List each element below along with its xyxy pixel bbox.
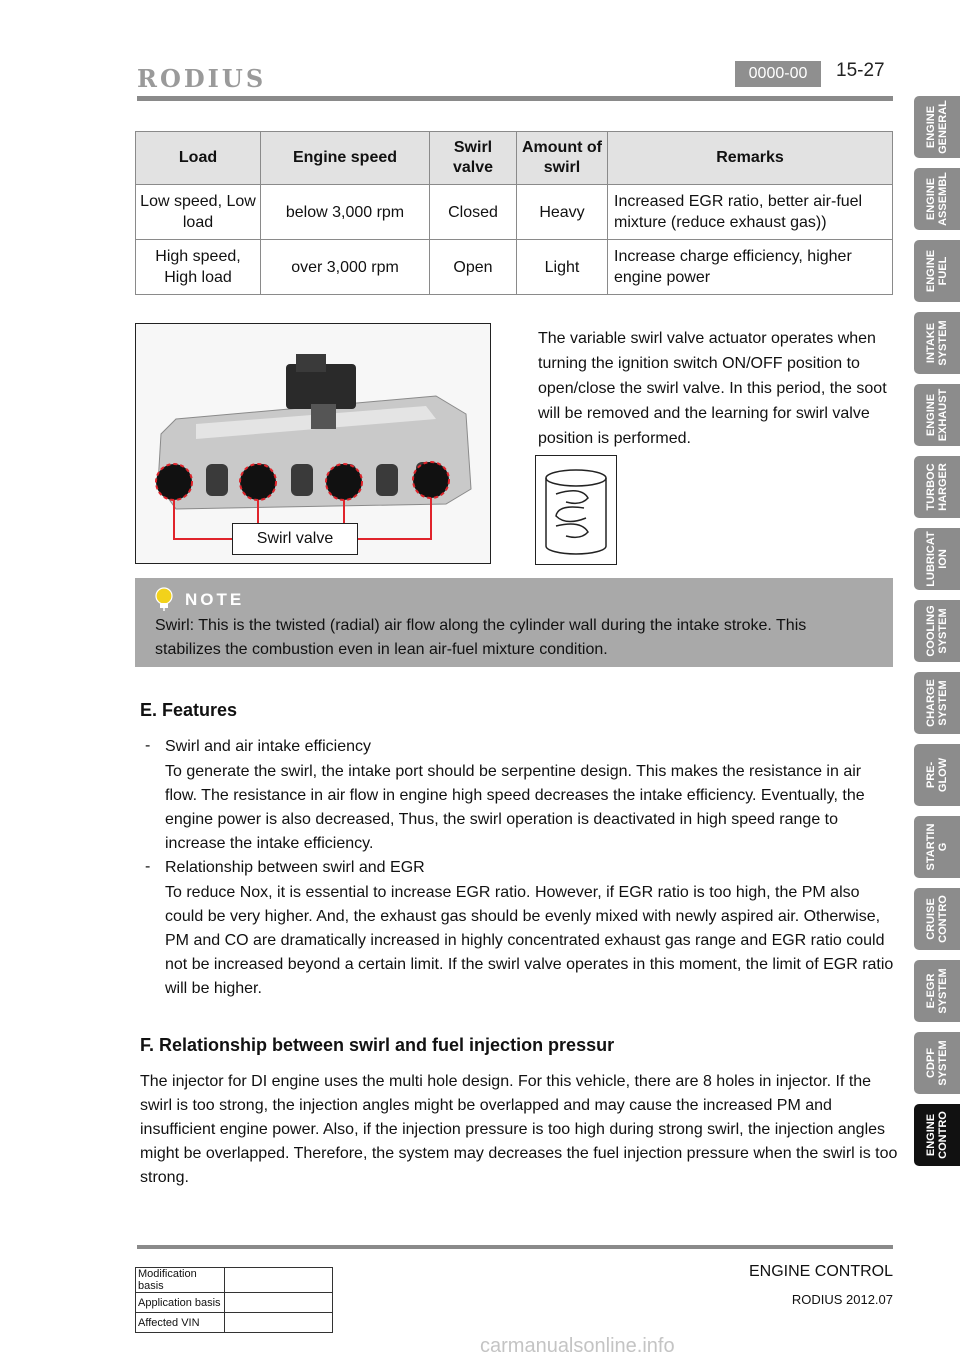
header-load: Load (136, 132, 261, 185)
tab-label: ENGINE EXHAUST (925, 388, 949, 442)
cell-engine-speed: over 3,000 rpm (261, 240, 430, 295)
features-item-text: To reduce Nox, it is essential to increase EGR ratio. However, if EGR ratio is too high, the PM also could be very higher. And, the exhaust gas should be evenly mixed with newly aspired air. Otherwise, PM and CO are dramatically increased in highly concentrated exhaust gas range and EGR ratio could not be increased beyond a certain limit. If the swirl valve operates in this moment, the limit of EGR ratio will be higher. (165, 884, 894, 997)
tab-engine-fuel[interactable] (914, 240, 960, 302)
brand-logo: RODIUS (137, 64, 267, 93)
tab-label: COOLING SYSTEM (925, 605, 949, 657)
cell-load: Low speed, Low load (136, 185, 261, 240)
tab-label: ENGINE GENERAL (925, 100, 949, 154)
swirl-valve-callout: Swirl valve (232, 523, 358, 555)
table-row (136, 1313, 333, 1333)
list-bullet: - (145, 737, 151, 754)
tab-label: LUBRICAT ION (925, 531, 949, 587)
tab-intake-system[interactable] (914, 312, 960, 374)
tab-starting[interactable] (914, 816, 960, 878)
header-divider (137, 96, 893, 101)
mod-label: Affected VIN (136, 1313, 225, 1333)
table-row (136, 185, 893, 240)
tab-cooling-system[interactable] (914, 600, 960, 662)
swirl-flow-icon (536, 456, 616, 564)
tab-label: CDPF SYSTEM (925, 1040, 949, 1086)
table-row (136, 1268, 333, 1293)
cell-swirl-valve: Open (430, 240, 517, 295)
tab-label: STARTIN G (925, 823, 949, 871)
footer-divider (137, 1245, 893, 1249)
table-row (136, 240, 893, 295)
table-header-row (136, 132, 893, 185)
section-e-title: E. Features (140, 700, 238, 720)
mod-value (225, 1293, 333, 1313)
footer-section-title: ENGINE CONTROL (748, 1263, 893, 1280)
tab-label: CRUISE CONTRO (925, 895, 949, 943)
modification-table (135, 1267, 333, 1333)
tab-label: ENGINE ASSEMBL (925, 172, 949, 226)
cell-swirl-valve: Closed (430, 185, 517, 240)
note-text: Swirl: This is the twisted (radial) air flow along the cylinder wall during the intake stroke. This stabilizes the combustion even in lean air-fuel mixture condition. (155, 617, 807, 658)
tab-pre-glow[interactable] (914, 744, 960, 806)
cell-remarks: Increase charge efficiency, higher engine power (608, 240, 893, 295)
swirl-cylinder-figure (535, 455, 617, 565)
features-item-text: To generate the swirl, the intake port should be serpentine design. This makes the resistance in air flow. The resistance in air flow in engine high speed decreases the intake efficiency. Eventually, the engine power is also decreased, Thus, the swirl operation is deactivated in high speed range to increase the intake efficiency. (165, 763, 865, 852)
lightbulb-icon (152, 586, 176, 617)
tab-label: INTAKE SYSTEM (925, 320, 949, 366)
swirl-actuator-description: The variable swirl valve actuator operates when turning the ignition switch ON/OFF position to open/close the swirl valve. In this period, the soot will be removed and the learning for swirl valve position is performed. (538, 330, 887, 447)
footer-model-date: RODIUS 2012.07 (791, 1292, 893, 1307)
tab-engine-assembly[interactable] (914, 168, 960, 230)
tab-label: TURBOC HARGER (925, 463, 949, 511)
note-title: NOTE (185, 590, 245, 609)
features-item-heading: Relationship between swirl and EGR (165, 859, 425, 876)
tab-charge-system[interactable] (914, 672, 960, 734)
tab-label: ENGINE FUEL (925, 249, 949, 293)
tab-engine-control[interactable] (914, 1104, 960, 1166)
watermark: carmanualsonline.info (480, 1335, 675, 1357)
header-amount-of-swirl: Amount of swirl (517, 132, 608, 185)
mod-label: Application basis (136, 1293, 225, 1313)
table-row (136, 1293, 333, 1313)
tab-engine-exhaust[interactable] (914, 384, 960, 446)
cell-load: High speed, High load (136, 240, 261, 295)
tab-label: PRE- GLOW (925, 757, 949, 793)
header-remarks: Remarks (608, 132, 893, 185)
cell-engine-speed: below 3,000 rpm (261, 185, 430, 240)
tab-e-egr-system[interactable] (914, 960, 960, 1022)
features-item-heading: Swirl and air intake efficiency (165, 738, 372, 755)
swirl-spec-table (135, 131, 893, 295)
list-bullet: - (145, 858, 151, 875)
cell-remarks: Increased EGR ratio, better air-fuel mixture (reduce exhaust gas)) (608, 185, 893, 240)
tab-turbocharger[interactable] (914, 456, 960, 518)
tab-label: E-EGR SYSTEM (925, 968, 949, 1014)
header-engine-speed: Engine speed (261, 132, 430, 185)
tab-label: ENGINE CONTRO (925, 1111, 949, 1159)
section-f-text: The injector for DI engine uses the multi hole design. For this vehicle, there are 8 holes in injector. If the swirl is too strong, the injection angles might be overlapped and may cause the increased PM and insufficient engine power. Also, if the injection pressure is too high during strong swirl, the injection angles might be overlapped. Therefore, the system may decreases the fuel injection pressure when the swirl is too strong. (140, 1073, 898, 1186)
page-number: 15-27 (836, 60, 885, 81)
tab-label: CHARGE SYSTEM (925, 679, 949, 727)
section-code-badge: 0000-00 (735, 61, 821, 87)
tab-cruise-control[interactable] (914, 888, 960, 950)
header-swirl-valve: Swirl valve (430, 132, 517, 185)
mod-value (225, 1268, 333, 1293)
mod-label: Modification basis (136, 1268, 225, 1293)
tab-lubrication[interactable] (914, 528, 960, 590)
cell-amount-of-swirl: Light (517, 240, 608, 295)
section-f-title: F. Relationship between swirl and fuel injection pressur (140, 1035, 615, 1055)
tab-engine-general[interactable] (914, 96, 960, 158)
cell-amount-of-swirl: Heavy (517, 185, 608, 240)
tab-cdpf-system[interactable] (914, 1032, 960, 1094)
mod-value (225, 1313, 333, 1333)
